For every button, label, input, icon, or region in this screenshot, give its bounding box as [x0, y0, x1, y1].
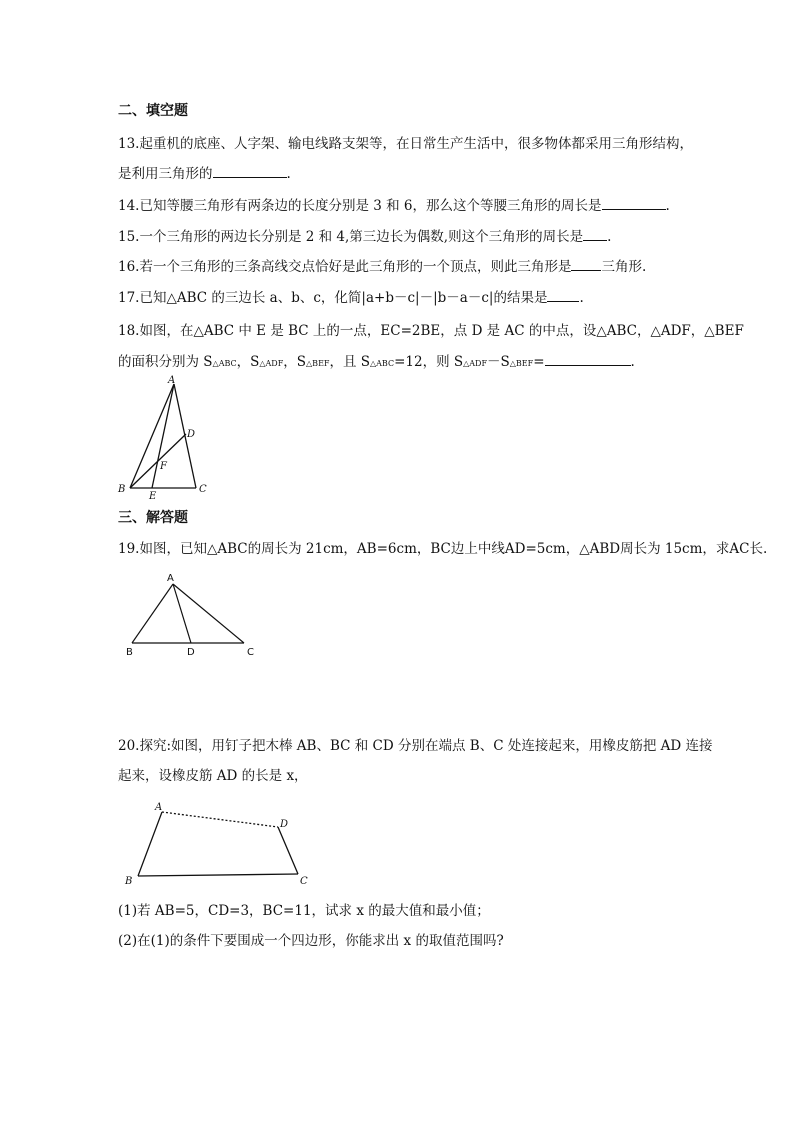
label-b: B — [126, 647, 133, 658]
question-20-part-2: (2)在(1)的条件下要围成一个四边形，你能求出 x 的取值范围吗? — [118, 933, 504, 949]
label-d: D — [280, 819, 289, 830]
question-20-line-2: 起来，设橡皮筋 AD 的长是 x， — [118, 768, 308, 784]
label-b: B — [118, 484, 126, 495]
question-14: 14.已知等腰三角形有两条边的长度分别是 3 和 6，那么这个等腰三角形的周长是 . — [118, 195, 670, 216]
label-c: C — [300, 876, 308, 887]
label-d: D — [187, 429, 196, 440]
answer-blank-13[interactable] — [213, 163, 287, 178]
label-e: E — [149, 491, 157, 502]
question-16: 16.若一个三角形的三条高线交点恰好是此三角形的一个顶点，则此三角形是 三角形. — [118, 256, 646, 277]
segment-ab — [130, 384, 174, 488]
question-18-line-1: 18.如图，在△ABC 中 E 是 BC 上的一点，EC=2BE，点 D 是 AC 的中点，设△ABC，△ADF，△BEF — [118, 323, 744, 339]
question-13-line-1: 13.起重机的底座、人字架、输电线路支架等，在日常生产生活中，很多物体都采用三角形结构， — [118, 136, 693, 152]
segment-ab — [132, 584, 173, 643]
segment-ae — [152, 384, 174, 488]
rubber-band-ad — [162, 812, 278, 827]
rod-bc — [138, 874, 298, 876]
label-a: A — [155, 802, 163, 813]
question-18-line-2: 的面积分别为 S△ABC，S△ADF，S△BEF，且 S△ABC=12，则 S△ADF－S△BEF= . — [118, 351, 635, 374]
question-20-line-1: 20.探究:如图，用钉子把木棒 AB、BC 和 CD 分别在端点 B、C 处连接起来，用橡皮筋把 AD 连接 — [118, 738, 713, 754]
segment-ac — [173, 584, 244, 643]
label-a: A — [167, 573, 174, 584]
question-13-line-2: 是利用三角形的 . — [118, 163, 291, 184]
question-17: 17.已知△ABC 的三边长 a、b、c，化简|a+b－c|－|b－a－c|的结果是 . — [118, 287, 584, 308]
segment-ad — [173, 584, 191, 643]
figure-q18-triangle — [110, 370, 220, 505]
label-c: C — [199, 484, 207, 495]
answer-blank-16[interactable] — [571, 256, 601, 271]
rod-cd — [278, 827, 298, 874]
section-heading-fill-in: 二、填空题 — [118, 103, 188, 119]
answer-blank-18[interactable] — [545, 351, 631, 366]
answer-blank-14[interactable] — [602, 195, 666, 210]
question-19: 19.如图，已知△ABC的周长为 21cm，AB=6cm，BC边上中线AD=5cm，△ABD周长为 15cm，求AC长. — [118, 541, 768, 557]
figure-q19-triangle — [120, 570, 270, 665]
label-b: B — [125, 876, 133, 887]
question-20-part-1: (1)若 AB=5，CD=3，BC=11，试求 x 的最大值和最小值； — [118, 903, 490, 919]
label-c: C — [247, 647, 254, 658]
question-15: 15.一个三角形的两边长分别是 2 和 4,第三边长为偶数,则这个三角形的周长是 . — [118, 226, 611, 247]
figure-q20-quadrilateral — [120, 800, 320, 890]
answer-blank-15[interactable] — [583, 226, 607, 241]
label-d: D — [187, 647, 195, 658]
section-heading-solve: 三、解答题 — [118, 510, 188, 526]
rod-ab — [138, 812, 162, 876]
answer-blank-17[interactable] — [547, 287, 579, 302]
label-a: A — [168, 375, 176, 386]
label-f: F — [160, 461, 167, 472]
